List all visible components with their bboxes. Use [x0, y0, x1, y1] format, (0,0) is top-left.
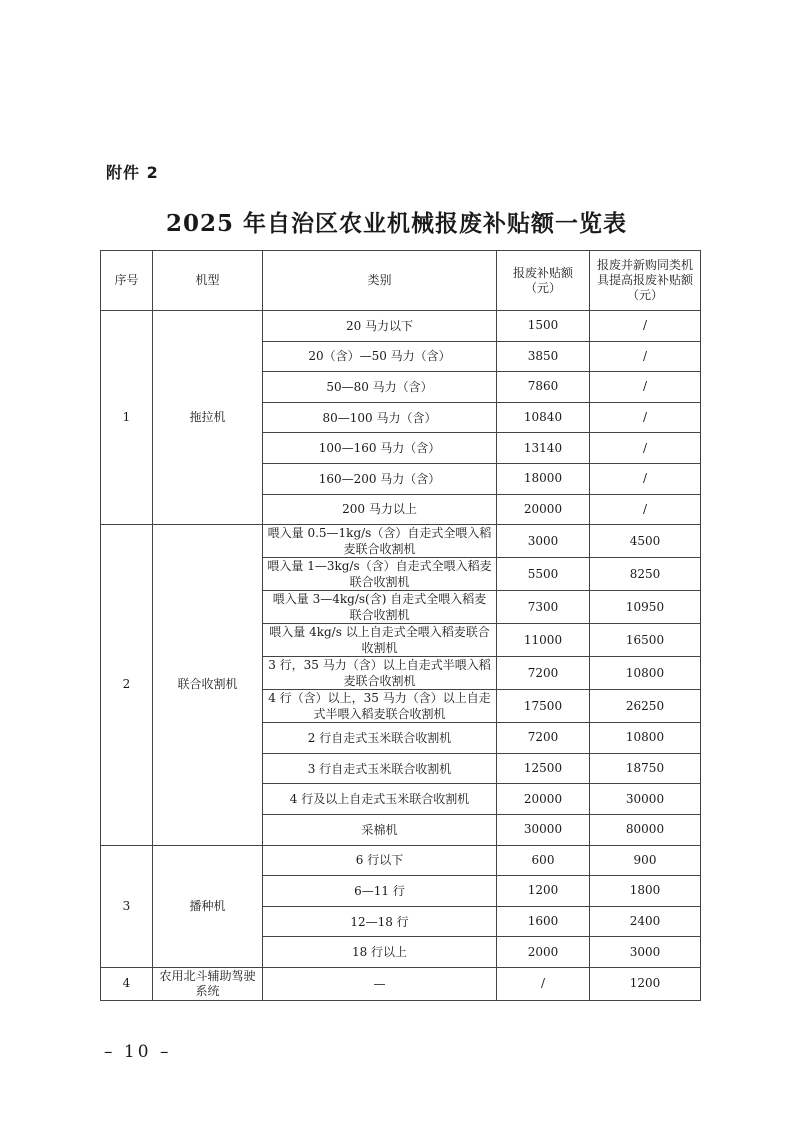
- raised-cell: 16500: [590, 624, 701, 657]
- subsidy-cell: 20000: [497, 784, 590, 815]
- subsidy-cell: 3000: [497, 525, 590, 558]
- category-cell: 6 行以下: [263, 845, 497, 876]
- category-cell: 160—200 马力（含）: [263, 463, 497, 494]
- raised-cell: 26250: [590, 690, 701, 723]
- category-cell: 喂入量 0.5—1kg/s（含）自走式全喂入稻麦联合收割机: [263, 525, 497, 558]
- raised-cell: 10950: [590, 591, 701, 624]
- subsidy-cell: /: [497, 967, 590, 1000]
- page-title: 2025 年自治区农业机械报废补贴额一览表: [165, 210, 628, 237]
- table-row: [101, 525, 701, 558]
- table-header-row: [101, 251, 701, 311]
- subsidy-cell: 18000: [497, 463, 590, 494]
- category-cell: 200 马力以上: [263, 494, 497, 525]
- subsidy-cell: 13140: [497, 433, 590, 464]
- raised-cell: 80000: [590, 814, 701, 845]
- seq-cell: 3: [101, 845, 153, 967]
- subsidy-cell: 11000: [497, 624, 590, 657]
- category-cell: 50—80 马力（含）: [263, 372, 497, 403]
- model-cell: 拖拉机: [153, 311, 263, 525]
- category-cell: 20（含）—50 马力（含）: [263, 341, 497, 372]
- category-cell: 采棉机: [263, 814, 497, 845]
- raised-cell: 8250: [590, 558, 701, 591]
- raised-cell: 900: [590, 845, 701, 876]
- subsidy-cell: 7860: [497, 372, 590, 403]
- raised-cell: /: [590, 341, 701, 372]
- category-cell: 喂入量 1—3kg/s（含）自走式全喂入稻麦联合收割机: [263, 558, 497, 591]
- page-number: – 10 –: [104, 1042, 172, 1062]
- raised-cell: 10800: [590, 723, 701, 754]
- table-row: [101, 311, 701, 342]
- raised-cell: /: [590, 433, 701, 464]
- raised-cell: 3000: [590, 937, 701, 968]
- header-subsidy: 报废补贴额（元）: [497, 251, 590, 311]
- category-cell: 18 行以上: [263, 937, 497, 968]
- category-cell: 4 行（含）以上，35 马力（含）以上自走式半喂入稻麦联合收割机: [263, 690, 497, 723]
- header-seq: 序号: [101, 251, 153, 311]
- header-raised: 报废并新购同类机具提高报废补贴额（元）: [590, 251, 701, 311]
- seq-cell: 1: [101, 311, 153, 525]
- subsidy-cell: 12500: [497, 753, 590, 784]
- raised-cell: 18750: [590, 753, 701, 784]
- raised-cell: 1200: [590, 967, 701, 1000]
- table-row: [101, 845, 701, 876]
- subsidy-cell: 7300: [497, 591, 590, 624]
- subsidy-cell: 10840: [497, 402, 590, 433]
- raised-cell: 10800: [590, 657, 701, 690]
- subsidy-cell: 7200: [497, 657, 590, 690]
- category-cell: 4 行及以上自走式玉米联合收割机: [263, 784, 497, 815]
- category-cell: 100—160 马力（含）: [263, 433, 497, 464]
- model-cell: 联合收割机: [153, 525, 263, 845]
- subsidy-cell: 1600: [497, 906, 590, 937]
- category-cell: 80—100 马力（含）: [263, 402, 497, 433]
- raised-cell: /: [590, 372, 701, 403]
- subsidy-cell: 2000: [497, 937, 590, 968]
- raised-cell: /: [590, 311, 701, 342]
- raised-cell: /: [590, 494, 701, 525]
- raised-cell: 2400: [590, 906, 701, 937]
- subsidy-cell: 600: [497, 845, 590, 876]
- category-cell: —: [263, 967, 497, 1000]
- subsidy-cell: 1500: [497, 311, 590, 342]
- subsidy-cell: 20000: [497, 494, 590, 525]
- category-cell: 12—18 行: [263, 906, 497, 937]
- raised-cell: 1800: [590, 876, 701, 907]
- attachment-label: 附件 2: [106, 163, 159, 182]
- seq-cell: 2: [101, 525, 153, 845]
- model-cell: 农用北斗辅助驾驶系统: [153, 967, 263, 1000]
- subsidy-cell: 1200: [497, 876, 590, 907]
- model-cell: 播种机: [153, 845, 263, 967]
- header-category: 类别: [263, 251, 497, 311]
- category-cell: 3 行，35 马力（含）以上自走式半喂入稻麦联合收割机: [263, 657, 497, 690]
- subsidy-table: [100, 250, 701, 1001]
- category-cell: 3 行自走式玉米联合收割机: [263, 753, 497, 784]
- category-cell: 6—11 行: [263, 876, 497, 907]
- category-cell: 喂入量 4kg/s 以上自走式全喂入稻麦联合收割机: [263, 624, 497, 657]
- subsidy-cell: 17500: [497, 690, 590, 723]
- category-cell: 20 马力以下: [263, 311, 497, 342]
- subsidy-cell: 30000: [497, 814, 590, 845]
- subsidy-cell: 5500: [497, 558, 590, 591]
- raised-cell: 30000: [590, 784, 701, 815]
- subsidy-cell: 3850: [497, 341, 590, 372]
- seq-cell: 4: [101, 967, 153, 1000]
- subsidy-cell: 7200: [497, 723, 590, 754]
- raised-cell: /: [590, 402, 701, 433]
- raised-cell: 4500: [590, 525, 701, 558]
- table-row: [101, 967, 701, 1000]
- category-cell: 喂入量 3—4kg/s(含) 自走式全喂入稻麦联合收割机: [263, 591, 497, 624]
- header-model: 机型: [153, 251, 263, 311]
- raised-cell: /: [590, 463, 701, 494]
- category-cell: 2 行自走式玉米联合收割机: [263, 723, 497, 754]
